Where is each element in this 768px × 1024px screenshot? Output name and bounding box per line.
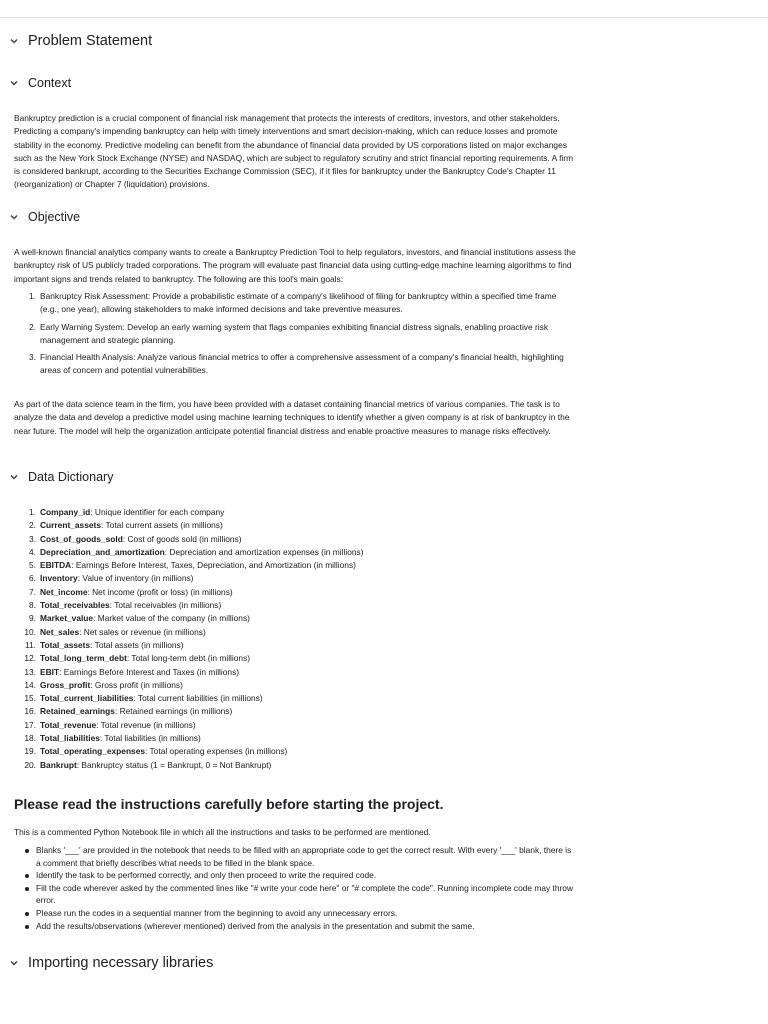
objective-intro: A well-known financial analytics company wants to create a Bankruptcy Prediction Tool to help regulators, investors, and financial institutions assess the bankruptcy risk of US publicly traded corporations. The program will evaluate past financial data using cutting-edge machine learning algorithms to find important signs and trends related to bankruptcy. The following are this tool's main goals: (14, 247, 576, 284)
instructions-heading: Please read the instructions carefully before starting the project. (14, 796, 444, 812)
list-item: 19. Total_operating_expenses: Total operating expenses (in millions) (24, 746, 288, 757)
list-item: 7. Net_income: Net income (profit or loss) (in millions) (29, 586, 233, 597)
list-item: 3. Cost_of_goods_sold: Cost of goods sold (in millions) (29, 533, 242, 544)
list-item: 13. EBIT: Earnings Before Interest and Taxes (in millions) (24, 666, 240, 677)
section-title: Importing necessary libraries (28, 955, 214, 971)
list-item: Blanks '___' are provided in the notebook that needs to be filled with an appropriate code to get the correct result. With every '___' blank, there is a comment that briefly describes what needs to be filled in the blank space. (36, 844, 576, 869)
list-item: 15. Total_current_liabilities: Total current liabilities (in millions) (24, 693, 263, 704)
section-header-data-dictionary[interactable] (0, 470, 113, 484)
chevron-down-icon[interactable] (0, 958, 28, 968)
section-title: Objective (28, 210, 81, 224)
list-item: 12. Total_long_term_debt: Total long-term debt (in millions) (24, 653, 251, 664)
chevron-down-icon[interactable] (0, 36, 28, 46)
chevron-down-icon[interactable] (0, 472, 28, 482)
chevron-down-icon[interactable] (0, 212, 28, 222)
list-item: 9. Market_value: Market value of the company (in millions) (29, 613, 250, 624)
chevron-down-icon[interactable] (0, 78, 28, 88)
list-item: Please run the codes in a sequential manner from the beginning to avoid any unnecessary errors. (36, 907, 576, 920)
list-item: Fill the code wherever asked by the commented lines like "# write your code here" or "# complete the code". Running incomplete code may throw error. (36, 882, 576, 907)
list-item: 3. Financial Health Analysis: Analyze various financial metrics to offer a comprehensive assessment of a company's financial health, highlighting areas of concern and potential vulnerabilities. (29, 352, 564, 376)
list-item: 6. Inventory: Value of inventory (in millions) (29, 573, 194, 584)
objective-task: As part of the data science team in the firm, you have been provided with a dataset containing financial metrics of various companies. The task is to analyze the data and develop a predictive model using machine learning techniques to identify whether a given company is at risk of bankruptcy in the near future. The model will help the organization anticipate potential financial distress and enable proactive measures to manage risks effectively. (14, 399, 570, 436)
list-item: 18. Total_liabilities: Total liabilities (in millions) (24, 733, 201, 744)
list-item: 1. Bankruptcy Risk Assessment: Provide a probabilistic estimate of a company's likelihood of filing for bankruptcy within a specified time frame (e.g., one year), allowing stakeholders to make informed decisions and take preventive measures. (29, 291, 557, 315)
top-toolbar (0, 0, 768, 18)
section-header-importing-libraries[interactable] (0, 955, 213, 971)
section-header-problem-statement[interactable] (0, 33, 152, 49)
list-item: Add the results/observations (wherever mentioned) derived from the analysis in the presentation and submit the same. (36, 920, 576, 933)
section-header-objective[interactable] (0, 210, 80, 224)
section-title: Data Dictionary (28, 470, 114, 484)
list-item: 10. Net_sales: Net sales or revenue (in millions) (24, 626, 206, 637)
instructions-list (36, 844, 576, 932)
section-title: Problem Statement (28, 33, 153, 49)
list-item: 16. Retained_earnings: Retained earnings (in millions) (24, 706, 233, 717)
list-item: 17. Total_revenue: Total revenue (in millions) (24, 719, 196, 730)
data-dictionary-list (14, 506, 576, 772)
list-item: 8. Total_receivables: Total receivables (in millions) (29, 600, 222, 611)
list-item: Identify the task to be performed correctly, and only then proceed to write the required code. (36, 869, 576, 882)
list-item: 11. Total_assets: Total assets (in millions) (24, 639, 184, 650)
list-item: 1. Company_id: Unique identifier for each company (29, 507, 225, 517)
list-item: 5. EBITDA: Earnings Before Interest, Taxes, Depreciation, and Amortization (in millions) (29, 560, 356, 571)
section-title: Context (28, 76, 72, 90)
section-header-context[interactable] (0, 76, 71, 90)
list-item: 20. Bankrupt: Bankruptcy status (1 = Bankrupt, 0 = Not Bankrupt) (24, 759, 272, 770)
context-paragraph: Bankruptcy prediction is a crucial component of financial risk management that protects the interests of creditors, investors, and other stakeholders. Predicting a company's impending bankruptcy can help with timely interventions and smart decision-making, which can reduce losses and promote stability in the economy. Predictive modeling can benefit from the abundance of financial data provided by US corporations listed on major exchanges such as the New York Stock Exchange (NYSE) and NASDAQ, which are subject to regulatory scrutiny and strict financial reporting requirements. A firm is considered bankrupt, according to the Securities Exchange Commission (SEC), if it files for bankruptcy under the Bankruptcy Code's Chapter 11 (reorganization) or Chapter 7 (liquidation) provisions. (14, 113, 574, 190)
list-item: 2. Current_assets: Total current assets (in millions) (29, 520, 223, 531)
goals-list (14, 290, 576, 382)
list-item: 4. Depreciation_and_amortization: Depreciation and amortization expenses (in millions) (29, 546, 364, 557)
list-item: 2. Early Warning System: Develop an early warning system that flags companies exhibiting financial distress signals, enabling proactive risk management and strategic planning. (29, 321, 549, 345)
list-item: 14. Gross_profit: Gross profit (in millions) (24, 679, 183, 690)
instructions-intro: This is a commented Python Notebook file in which all the instructions and tasks to be performed are mentioned. (14, 827, 431, 837)
